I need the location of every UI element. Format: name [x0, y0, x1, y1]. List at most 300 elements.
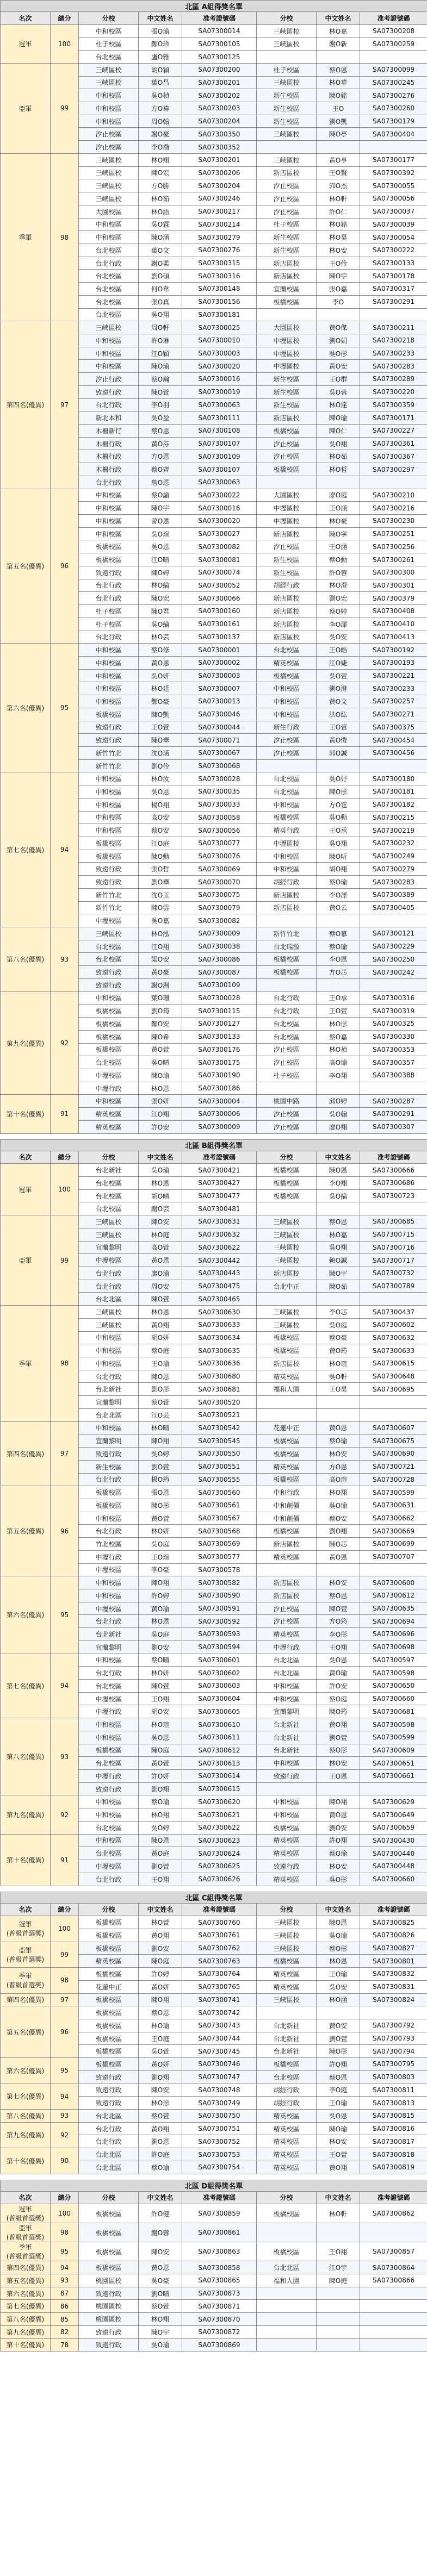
exam-id-cell: SA07300626 [182, 1873, 257, 1886]
rank-cell: 第五名(優異) [1, 2274, 51, 2287]
exam-id-cell: SA07300542 [182, 1421, 257, 1434]
name-cell: 林O安 [317, 1448, 360, 1461]
branch-cell: 致遠行政 [79, 863, 139, 876]
branch-cell: 新生校區 [257, 385, 317, 398]
name-cell: 吳O盈 [139, 411, 182, 425]
name-cell: 沈O涵 [139, 746, 182, 759]
branch-cell: 板橋校區 [79, 2242, 139, 2261]
name-cell: 林O綸 [139, 579, 182, 592]
name-cell: 許O仁 [317, 205, 360, 218]
rank-cell: 第四名(優異) [1, 1421, 51, 1486]
score-cell: 99 [51, 1215, 79, 1306]
branch-cell: 板橋校區 [79, 1018, 139, 1031]
exam-id-cell: SA07300636 [182, 1357, 257, 1370]
name-cell: 黃O恩 [317, 1808, 360, 1822]
exam-id-cell: SA07300761 [182, 1929, 257, 1942]
name-cell: 周O軒 [139, 321, 182, 334]
branch-cell: 中和校區 [79, 1731, 139, 1744]
exam-id-cell: SA07300816 [360, 2122, 427, 2135]
exam-id-cell [360, 1563, 427, 1576]
exam-id-cell: SA07300815 [360, 2110, 427, 2123]
name-cell: 方O芯 [317, 966, 360, 979]
exam-id-cell: SA07300352 [182, 141, 257, 154]
branch-cell [257, 2223, 317, 2242]
exam-id-cell: SA07300613 [182, 1757, 257, 1770]
exam-id-cell [360, 2006, 427, 2019]
name-cell: 王O恩 [317, 1770, 360, 1783]
name-cell: 林O彤 [317, 1018, 360, 1031]
branch-cell: 新店區校 [257, 1267, 317, 1280]
table-row [1, 1095, 427, 1108]
exam-id-cell: SA07300287 [360, 1095, 427, 1108]
name-cell: 陳O庭 [139, 1744, 182, 1757]
column-header: 分校 [79, 1903, 139, 1916]
exam-id-cell: SA07300359 [360, 398, 427, 411]
rank-cell: 季軍 [1, 1306, 51, 1421]
rank-cell: 第七名(優異) [1, 2300, 51, 2313]
exam-id-cell: SA07300650 [360, 1680, 427, 1693]
branch-cell: 新竹竹北 [79, 746, 139, 759]
name-cell: 吳O安 [317, 1980, 360, 1993]
branch-cell: 致遠行政 [79, 2287, 139, 2300]
branch-cell: 杜子校區 [79, 38, 139, 51]
branch-cell: 中和校區 [257, 863, 317, 876]
branch-cell: 致遠行政 [79, 2097, 139, 2110]
name-cell: 黃O亨 [317, 153, 360, 166]
branch-cell: 中和校區 [79, 1576, 139, 1589]
exam-id-cell: SA07300456 [360, 746, 427, 759]
exam-id-cell: SA07300603 [182, 1680, 257, 1693]
exam-id-cell: SA07300319 [360, 1005, 427, 1018]
name-cell: 蔡O安 [139, 824, 182, 837]
name-cell: 蔡O萱 [139, 1396, 182, 1409]
name-cell: 陳O彤 [139, 1499, 182, 1512]
name-cell: 廖O瑜 [139, 1267, 182, 1280]
exam-id-cell: SA07300190 [182, 1069, 257, 1082]
name-cell: 吳O綸 [139, 618, 182, 631]
exam-id-cell: SA07300121 [360, 927, 427, 940]
name-cell: 黃O芬 [139, 437, 182, 450]
exam-id-cell [360, 2300, 427, 2313]
name-cell: 劉O安 [139, 1641, 182, 1654]
exam-id-cell: SA07300659 [360, 1821, 427, 1834]
exam-id-cell: SA07300006 [182, 1108, 257, 1121]
name-cell: 方O恩 [139, 450, 182, 463]
branch-cell: 台北校區 [79, 1056, 139, 1069]
name-cell: 蔡O彤 [317, 1744, 360, 1757]
score-cell: 93 [51, 1718, 79, 1795]
name-cell: 陳O萱 [139, 1680, 182, 1693]
branch-cell [257, 2300, 317, 2313]
branch-cell: 中壢行政 [79, 1770, 139, 1783]
branch-cell: 精英校區 [257, 2122, 317, 2135]
exam-id-cell [360, 476, 427, 489]
name-cell: 陳O翔 [139, 1576, 182, 1589]
exam-id-cell: SA07300013 [182, 695, 257, 708]
name-cell: 黃O瑜 [139, 1602, 182, 1615]
name-cell: 高O瑜 [317, 1056, 360, 1069]
exam-id-cell: SA07300437 [360, 1306, 427, 1319]
name-cell: 吳O恩 [317, 1654, 360, 1667]
table-row [1, 2300, 427, 2313]
branch-cell: 汐止行政 [79, 373, 139, 386]
exam-id-cell: SA07300180 [360, 772, 427, 785]
name-cell: 劉O翔 [317, 1525, 360, 1538]
exam-id-cell: SA07300214 [182, 218, 257, 231]
exam-id-cell: SA07300074 [182, 566, 257, 579]
exam-id-cell: SA07300219 [360, 824, 427, 837]
exam-id-cell: SA07300413 [360, 631, 427, 644]
branch-cell: 新店區校 [257, 631, 317, 644]
exam-id-cell: SA07300866 [360, 2274, 427, 2287]
exam-id-cell: SA07300201 [182, 76, 257, 89]
branch-cell: 汐止校區 [257, 1056, 317, 1069]
name-cell: 劉O萱 [317, 1731, 360, 1744]
table-row [1, 1576, 427, 1589]
section-divider [0, 1134, 427, 1139]
name-cell: 吳O翔 [317, 437, 360, 450]
exam-id-cell: SA07300020 [182, 515, 257, 528]
rank-cell: 第八名(優異) [1, 1718, 51, 1795]
branch-cell [257, 476, 317, 489]
name-cell: 吳O勳 [317, 811, 360, 824]
exam-id-cell: SA07300175 [182, 1056, 257, 1069]
branch-cell: 三峽區校 [257, 1993, 317, 2006]
exam-id-cell: SA07300752 [182, 2135, 257, 2148]
rank-cell: 亞軍 (普級首選獎) [1, 1942, 51, 1967]
name-cell: 黃O云 [317, 901, 360, 914]
exam-id-cell: SA07300551 [182, 1460, 257, 1473]
branch-cell: 新竹竹北 [79, 901, 139, 914]
exam-id-cell: SA07300625 [182, 1860, 257, 1873]
name-cell: 楊O翔 [139, 798, 182, 811]
rank-cell: 第四名(優異) [1, 321, 51, 489]
name-cell: 陳O凱 [139, 708, 182, 721]
branch-cell: 板橋校區 [257, 425, 317, 438]
branch-cell: 中和校區 [79, 1808, 139, 1822]
name-cell: 吳O庭 [139, 1628, 182, 1641]
name-cell: 廖O翔 [317, 1120, 360, 1133]
branch-cell: 台北行政 [79, 476, 139, 489]
table-row [1, 2274, 427, 2287]
name-cell: 劉O萱 [139, 1860, 182, 1873]
rank-cell: 亞軍 [1, 1215, 51, 1306]
branch-cell: 板橋校區 [257, 1344, 317, 1357]
branch-cell: 台北行政 [79, 1873, 139, 1886]
exam-id-cell: SA07300870 [182, 2313, 257, 2326]
exam-id-cell: SA07300001 [182, 644, 257, 657]
name-cell [317, 2325, 360, 2338]
name-cell: 楊O筠 [139, 1473, 182, 1486]
exam-id-cell: SA07300560 [182, 1486, 257, 1499]
name-cell: 蔡O庭 [317, 1692, 360, 1705]
name-cell: 黃O安 [317, 2019, 360, 2032]
branch-cell: 中和校區 [257, 682, 317, 695]
exam-id-cell: SA07300465 [182, 1293, 257, 1306]
branch-cell: 中壢區校 [257, 347, 317, 360]
branch-cell: 三峽區校 [257, 1241, 317, 1254]
exam-id-cell: SA07300186 [182, 1082, 257, 1095]
exam-id-cell: SA07300052 [182, 579, 257, 592]
branch-cell: 三峽區校 [79, 192, 139, 205]
name-cell: 陳O宇 [317, 1267, 360, 1280]
exam-id-cell: SA07300629 [360, 1795, 427, 1808]
exam-id-cell: SA07300871 [182, 2300, 257, 2313]
branch-cell: 精英校區 [257, 1834, 317, 1847]
name-cell: 鄭O豪 [139, 695, 182, 708]
exam-id-cell: SA07300550 [182, 1448, 257, 1461]
branch-cell: 中和校區 [79, 1512, 139, 1525]
exam-id-cell: SA07300681 [360, 1705, 427, 1718]
branch-cell: 三峽區校 [79, 1228, 139, 1241]
table-row [1, 1718, 427, 1731]
branch-cell: 中和校區 [79, 1357, 139, 1370]
exam-id-cell: SA07300633 [360, 1344, 427, 1357]
exam-id-cell: SA07300200 [182, 63, 257, 76]
name-cell: 王O承 [317, 824, 360, 837]
exam-id-cell: SA07300795 [360, 2058, 427, 2071]
column-header: 准考證號碼 [360, 1151, 427, 1164]
rank-cell: 第四名(優異) [1, 1993, 51, 2006]
exam-id-cell: SA07300367 [360, 450, 427, 463]
column-header: 分校 [79, 1151, 139, 1164]
branch-cell [257, 1563, 317, 1576]
name-cell: 王O翔 [317, 1641, 360, 1654]
score-cell: 99 [51, 63, 79, 153]
exam-id-cell: SA07300615 [360, 1357, 427, 1370]
score-cell: 100 [51, 1164, 79, 1215]
branch-cell: 台北新社 [257, 1731, 317, 1744]
name-cell: 林O昊 [317, 231, 360, 244]
name-cell: 高O安 [139, 811, 182, 824]
rank-cell: 第六名(優異) [1, 1576, 51, 1654]
branch-cell: 中和校區 [79, 1331, 139, 1344]
exam-id-cell: SA07300218 [360, 334, 427, 347]
name-cell: 江O穎 [139, 347, 182, 360]
exam-id-cell: SA07300751 [182, 2122, 257, 2135]
name-cell: 李O翔 [317, 1176, 360, 1189]
branch-cell: 板橋校區 [257, 2058, 317, 2071]
exam-id-cell: SA07300825 [360, 1916, 427, 1929]
exam-id-cell: SA07300283 [360, 360, 427, 373]
name-cell: 林O茹 [317, 450, 360, 463]
exam-id-cell: SA07300481 [182, 1202, 257, 1215]
branch-cell: 三峽區校 [257, 1228, 317, 1241]
exam-id-cell: SA07300316 [182, 270, 257, 283]
column-header: 名次 [1, 2191, 51, 2204]
branch-cell: 中壢區校 [257, 360, 317, 373]
section-divider [0, 2174, 427, 2180]
branch-cell: 新店區校 [257, 592, 317, 605]
branch-cell: 致遠行政 [79, 2338, 139, 2352]
score-cell: 98 [51, 2223, 79, 2242]
name-cell: 許O婷 [139, 1968, 182, 1981]
branch-cell: 新生校區 [257, 373, 317, 386]
award-section [0, 1892, 427, 2174]
name-cell: 林O翔 [139, 1808, 182, 1822]
branch-cell: 台北校區 [257, 772, 317, 785]
name-cell: 王O萱 [317, 1005, 360, 1018]
exam-id-cell: SA07300749 [182, 2097, 257, 2110]
exam-id-cell [360, 2223, 427, 2242]
branch-cell: 胡經行政 [257, 579, 317, 592]
branch-cell: 中壢校區 [79, 1602, 139, 1615]
exam-id-cell: SA07300747 [182, 2070, 257, 2084]
exam-id-cell: SA07300357 [360, 1056, 427, 1069]
name-cell: 林O瑜 [139, 2019, 182, 2032]
branch-cell: 台北校區 [257, 1030, 317, 1043]
branch-cell: 板橋校區 [79, 850, 139, 863]
branch-cell: 板橋校區 [257, 1164, 317, 1177]
branch-cell: 中和創價 [257, 1512, 317, 1525]
branch-cell: 台北新社 [257, 2032, 317, 2045]
table-row [1, 2006, 427, 2019]
name-cell [317, 1293, 360, 1306]
name-cell: 江O宇 [317, 2261, 360, 2274]
name-cell: 王O [317, 102, 360, 115]
table-row [1, 1654, 427, 1667]
name-cell: 林O翔 [139, 2313, 182, 2326]
name-cell: 黃O文 [317, 695, 360, 708]
branch-cell: 三峽區校 [257, 24, 317, 38]
name-cell: 胡O翔 [317, 863, 360, 876]
exam-id-cell: SA07300872 [182, 2325, 257, 2338]
name-cell [317, 476, 360, 489]
name-cell: 李O彤 [317, 1628, 360, 1641]
name-cell: 許O婷 [139, 1589, 182, 1602]
name-cell: 鄭O安 [139, 1018, 182, 1031]
name-cell: 謝O蓉 [139, 2223, 182, 2242]
exam-id-cell: SA07300056 [360, 192, 427, 205]
branch-cell: 三峽區校 [257, 1318, 317, 1331]
exam-id-cell: SA07300600 [360, 1576, 427, 1589]
branch-cell [257, 1396, 317, 1409]
name-cell: 黃O妍 [139, 2058, 182, 2071]
exam-id-cell: SA07300569 [182, 1538, 257, 1551]
name-cell: 劉O翔 [139, 2070, 182, 2084]
name-cell: 賴O誠 [317, 1254, 360, 1267]
name-cell: 江O晴 [139, 553, 182, 566]
name-cell: 劉O凱 [317, 115, 360, 128]
branch-cell: 新店區校 [257, 270, 317, 283]
exam-id-cell: SA07300602 [360, 1318, 427, 1331]
branch-cell: 新店區校 [257, 618, 317, 631]
exam-id-cell: SA07300330 [360, 1030, 427, 1043]
exam-id-cell: SA07300594 [182, 1641, 257, 1654]
exam-id-cell: SA07300669 [360, 1525, 427, 1538]
branch-cell: 板橋校區 [79, 1486, 139, 1499]
exam-id-cell: SA07300477 [182, 1189, 257, 1202]
exam-id-cell: SA07300869 [182, 2338, 257, 2352]
name-cell: 陳O萱 [139, 385, 182, 398]
name-cell: 李O [317, 295, 360, 308]
branch-cell: 台北行政 [257, 991, 317, 1005]
branch-cell: 桃園區校 [79, 2300, 139, 2313]
score-cell: 78 [51, 2338, 79, 2352]
exam-id-cell: SA07300009 [182, 1120, 257, 1133]
name-cell: 劉O萱 [317, 2032, 360, 2045]
exam-id-cell: SA07300206 [182, 166, 257, 179]
branch-cell: 台北校區 [257, 785, 317, 799]
exam-id-cell: SA07300070 [182, 876, 257, 889]
name-cell: 林O安 [317, 244, 360, 257]
name-cell: 林O瑄 [317, 1357, 360, 1370]
branch-cell: 木柵行政 [79, 437, 139, 450]
branch-cell [257, 1408, 317, 1421]
branch-cell: 竹北校區 [79, 1538, 139, 1551]
name-cell: 陳O瑜 [317, 2122, 360, 2135]
exam-id-cell: SA07300027 [182, 527, 257, 540]
exam-id-cell: SA07300794 [360, 2045, 427, 2058]
branch-cell: 三峽區校 [79, 1306, 139, 1319]
branch-cell: 台北校區 [79, 940, 139, 953]
name-cell: 葉O珊 [139, 991, 182, 1005]
exam-id-cell: SA07300261 [360, 553, 427, 566]
exam-id-cell: SA07300819 [360, 2161, 427, 2174]
branch-cell: 新竹竹北 [257, 927, 317, 940]
branch-cell [257, 759, 317, 772]
name-cell: 李O庭 [317, 2084, 360, 2097]
exam-id-cell: SA07300204 [182, 179, 257, 192]
branch-cell: 台北北區 [79, 2148, 139, 2161]
table-row [1, 2110, 427, 2123]
name-cell: 陳O翔 [139, 1993, 182, 2006]
name-cell: 陳O庭 [139, 1955, 182, 1968]
name-cell: 黃O萱 [139, 1512, 182, 1525]
name-cell: 蔡O庭 [139, 1344, 182, 1357]
branch-cell: 致遠行政 [257, 1860, 317, 1873]
column-header: 中文姓名 [139, 2191, 182, 2204]
branch-cell: 台北校區 [79, 244, 139, 257]
name-cell: 蔡O安 [317, 1512, 360, 1525]
table-row [1, 2261, 427, 2274]
exam-id-cell: SA07300204 [182, 115, 257, 128]
name-cell: 謝O豪 [139, 128, 182, 141]
exam-id-cell: SA07300217 [182, 205, 257, 218]
score-cell: 87 [51, 2287, 79, 2300]
name-cell: 許O庭 [139, 2148, 182, 2161]
branch-cell: 板橋校區 [79, 540, 139, 553]
branch-cell: 新店區校 [257, 1357, 317, 1370]
name-cell: 吳O彤 [317, 1873, 360, 1886]
rank-cell: 第九名(優異) [1, 1795, 51, 1834]
name-cell: 吳O翰 [317, 1108, 360, 1121]
exam-id-cell: SA07300568 [182, 1525, 257, 1538]
branch-cell: 中壢校區 [79, 1860, 139, 1873]
branch-cell: 三峽區校 [257, 1215, 317, 1228]
name-cell: 陳O安 [139, 1215, 182, 1228]
branch-cell: 板橋校區 [257, 811, 317, 824]
name-cell: 林O豪 [317, 515, 360, 528]
branch-cell: 中和校區 [79, 1834, 139, 1847]
exam-id-cell: SA07300316 [360, 991, 427, 1005]
exam-id-cell: SA07300746 [182, 2058, 257, 2071]
table-row [1, 644, 427, 657]
rank-cell: 第五名(優異) [1, 1486, 51, 1576]
exam-id-cell: SA07300177 [360, 153, 427, 166]
name-cell: 王O翔 [317, 2242, 360, 2261]
exam-id-cell: SA07300764 [182, 1968, 257, 1981]
exam-id-cell: SA07300003 [182, 669, 257, 682]
name-cell: 黃O恩 [139, 656, 182, 669]
exam-id-cell: SA07300160 [182, 605, 257, 618]
name-cell: 李O恩 [317, 953, 360, 966]
exam-id-cell: SA07300137 [182, 631, 257, 644]
exam-id-cell: SA07300648 [360, 1370, 427, 1383]
name-cell [317, 2223, 360, 2242]
branch-cell: 桃園中路 [257, 1095, 317, 1108]
branch-cell: 汐止校區 [257, 1615, 317, 1628]
